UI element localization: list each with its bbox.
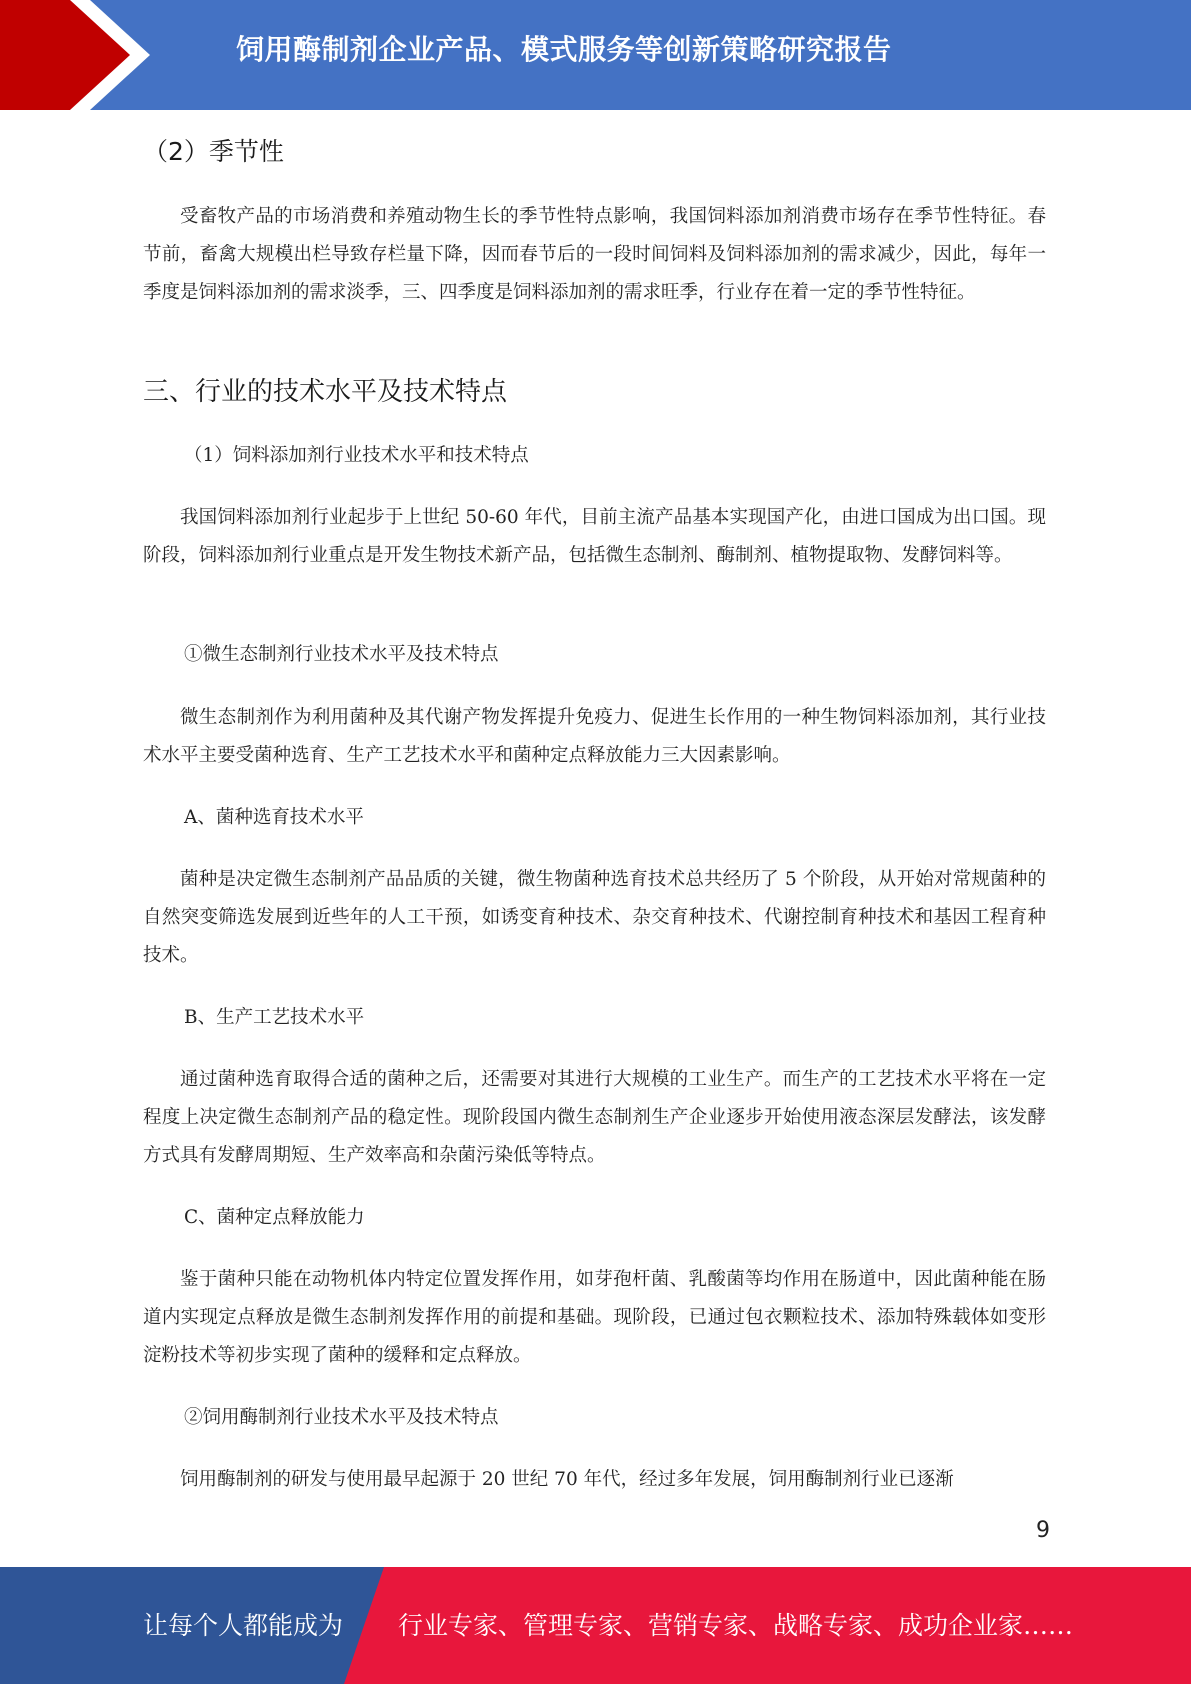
sub1-heading: （1）饲料添加剂行业技术水平和技术特点 bbox=[184, 445, 529, 466]
page-footer bbox=[0, 1567, 1191, 1684]
a-paragraph: 菌种是决定微生态制剂产品品质的关键，微生物菌种选育技术总共经历了 5 个阶段，从开始对常规菌种的自然突变筛选发展到近些年的人工干预，如诱变育种技术、杂交育种技术、代谢控制育种技术和基因工程育种技术。 bbox=[143, 869, 1046, 966]
page-number: 9 bbox=[1036, 1518, 1050, 1543]
c-paragraph: 鉴于菌种只能在动物机体内特定位置发挥作用，如芽孢杆菌、乳酸菌等均作用在肠道中，因此菌种能在肠道内实现定点释放是微生态制剂发挥作用的前提和基础。现阶段，已通过包衣颗粒技术、添加特殊载体如变形淀粉技术等初步实现了菌种的缓释和定点释放。 bbox=[143, 1269, 1046, 1366]
a-heading: A、菌种选育技术水平 bbox=[184, 807, 364, 828]
footer-slogan-left: 让每个人都能成为 bbox=[143, 1611, 344, 1640]
micro-paragraph: 微生态制剂作为利用菌种及其代谢产物发挥提升免疫力、促进生长作用的一种生物饲料添加剂，其行业技术水平主要受菌种选育、生产工艺技术水平和菌种定点释放能力三大因素影响。 bbox=[143, 707, 1046, 766]
b-paragraph: 通过菌种选育取得合适的菌种之后，还需要对其进行大规模的工业生产。而生产的工艺技术水平将在一定程度上决定微生态制剂产品的稳定性。现阶段国内微生态制剂生产企业逐步开始使用液态深层发酵法，该发酵方式具有发酵周期短、生产效率高和杂菌污染低等特点。 bbox=[143, 1069, 1046, 1166]
seasonality-heading: （2）季节性 bbox=[143, 137, 284, 166]
c-heading: C、菌种定点释放能力 bbox=[184, 1207, 365, 1228]
section3-heading: 三、行业的技术水平及技术特点 bbox=[143, 377, 508, 407]
seasonality-paragraph: 受畜牧产品的市场消费和养殖动物生长的季节性特点影响，我国饲料添加剂消费市场存在季节性特征。春节前，畜禽大规模出栏导致存栏量下降，因而春节后的一段时间饲料及饲料添加剂的需求减少，因此，每年一季度是饲料添加剂的需求淡季，三、四季度是饲料添加剂的需求旺季，行业存在着一定的季节性特征。 bbox=[143, 206, 1046, 303]
report-title: 饲用酶制剂企业产品、模式服务等创新策略研究报告 bbox=[236, 33, 892, 66]
footer-slogan-right: 行业专家、管理专家、营销专家、战略专家、成功企业家…… bbox=[398, 1611, 1074, 1640]
page-header bbox=[0, 0, 1191, 110]
micro-heading: ①微生态制剂行业技术水平及技术特点 bbox=[184, 644, 499, 665]
b-heading: B、生产工艺技术水平 bbox=[184, 1007, 365, 1028]
enzyme-paragraph: 饲用酶制剂的研发与使用最早起源于 20 世纪 70 年代，经过多年发展，饲用酶制剂行业已逐渐 bbox=[180, 1469, 954, 1490]
sub1-paragraph: 我国饲料添加剂行业起步于上世纪 50-60 年代，目前主流产品基本实现国产化，由进口国成为出口国。现阶段，饲料添加剂行业重点是开发生物技术新产品，包括微生态制剂、酶制剂、植物提取物、发酵饲料等。 bbox=[143, 507, 1046, 566]
enzyme-heading: ②饲用酶制剂行业技术水平及技术特点 bbox=[184, 1407, 499, 1428]
